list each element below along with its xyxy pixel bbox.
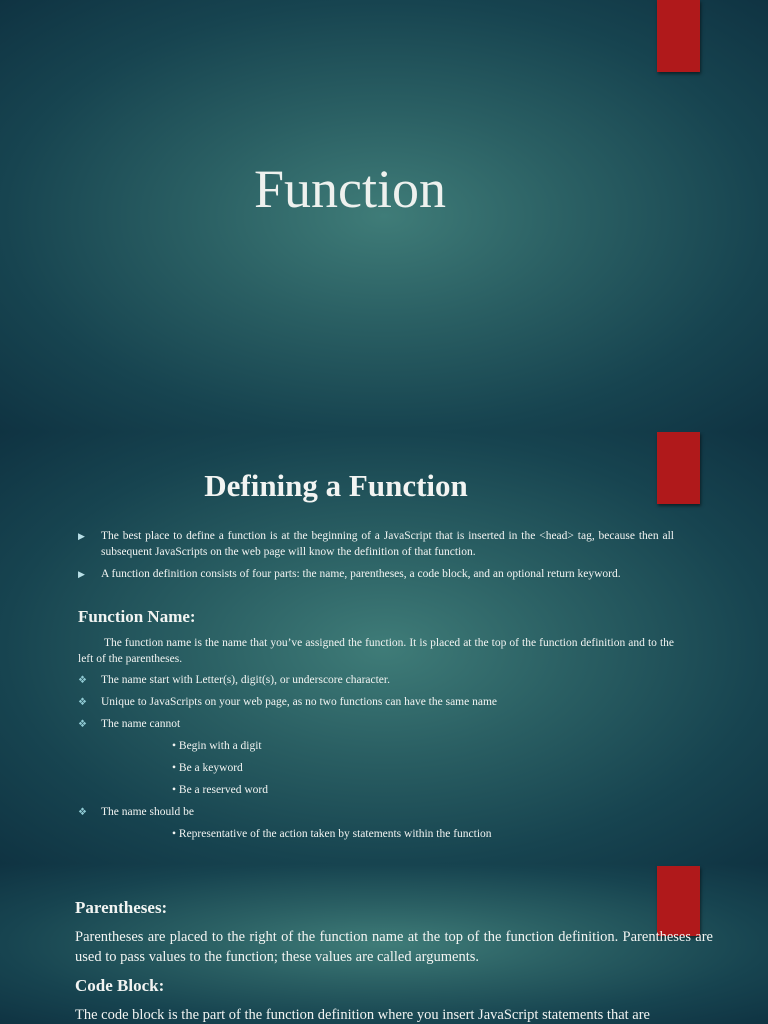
triangle-bullet-icon: ▶ [78,531,85,541]
bullet-item [78,566,674,582]
triangle-bullet-icon: ▶ [78,569,85,579]
slide-defining-function [0,432,768,864]
code-block-heading: Code Block: [75,976,165,995]
slide-title-text: Function [253,159,446,219]
parentheses-heading: Parentheses: [75,898,168,917]
sub-item: • Begin with a digit [172,740,262,752]
function-name-paragraph: The function name is the name that you’ve assigned the function. It is placed at the top of the function definition and to the left of the parentheses. [78,637,674,665]
parentheses-paragraph: Parentheses are placed to the right of the function name at the top of the function definition. Parentheses are used to pass values to the function; these values are called arguments. [75,929,713,965]
sub-item: • Be a reserved word [172,784,268,796]
bullet-item [78,528,674,560]
accent-bar [657,0,700,72]
code-block-paragraph: The code block is the part of the function definition where you insert JavaScript statements that are [75,1007,650,1023]
function-name-heading: Function Name: [78,607,196,626]
rule-item [78,716,180,733]
rule-item [78,672,390,689]
rule-text: The name start with Letter(s), digit(s), or underscore character. [101,674,390,686]
diamond-bullet-icon: ❖ [78,697,87,708]
rule-text: The name cannot [101,718,181,730]
rule-item [78,694,497,711]
bullet-text: A function definition consists of four parts: the name, parentheses, a code block, and an optional return keyword. [101,568,621,580]
rule-item [78,804,194,821]
sub-item: • Representative of the action taken by statements within the function [172,828,492,840]
slide-title [0,0,768,432]
slide-parentheses [0,864,768,1024]
diamond-bullet-icon: ❖ [78,807,87,818]
bullet-text: The best place to define a function is at the beginning of a JavaScript that is inserted in the <head> tag, because then all subsequent JavaScripts on the web page will know the definition of that function. [101,530,674,558]
rule-text: The name should be [101,806,194,818]
accent-bar [657,866,700,936]
diamond-bullet-icon: ❖ [78,719,87,730]
rule-text: Unique to JavaScripts on your web page, as no two functions can have the same name [101,696,498,708]
diamond-bullet-icon: ❖ [78,675,87,686]
slide-heading: Defining a Function [204,468,468,503]
sub-item: • Be a keyword [172,762,243,774]
